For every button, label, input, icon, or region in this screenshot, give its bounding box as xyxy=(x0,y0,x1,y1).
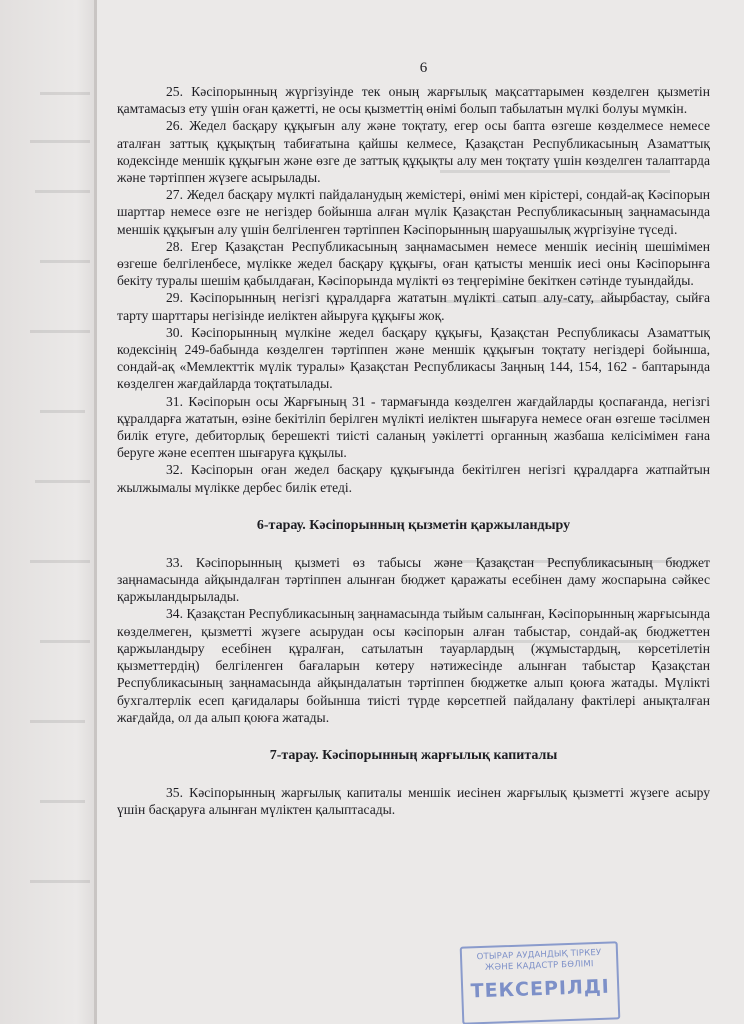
paragraph-group-6 xyxy=(117,554,710,726)
previous-page-edge xyxy=(0,0,96,1024)
stamp-line-1: ОТЫРАР АУДАНДЫҚ ТІРКЕУ xyxy=(476,947,602,963)
section-7-title: 7-тарау. Кәсіпорынның жарғылық капиталы xyxy=(269,747,558,763)
paragraph-34: 34. Қазақстан Республикасының заңнамасында тыйым салынған, Кәсіпорынның жарғысында көзделмеген, қызметті жүзеге асырудан осы кәсіпорын алған табыстар, сондай-ақ бюджеттен қаржыландыру есебінен құралған, сатылатын тауарлардың (жұмыстардың, көрсетілетін қызметтердің) белгіленген бағаларын көтеру нәтижесінде алынған табыстар Қазақстан Республикасының заңнамасында айқындалатын тәртіппен бюджетке алып қоюға жатады. Мүлікті бухгалтерлік есеп қағидалары бойынша тиісті түрде көрсетпей пайдалану фактілері анықталған жағдайда, ол да алып қоюға жатады. xyxy=(117,606,710,725)
page-fold xyxy=(94,0,97,1024)
paragraph-28: 28. Егер Қазақстан Республикасының заңнамасымен немесе меншік иесінің шешімімен өзгеше белгіленбесе, мүлікке жедел басқару құқығы, оған қатысты меншік иесі оны Кәсіпорынға бекіту туралы шешім қабылдаған, Кәсіпорында мүлікті өз теңгеріміне бекіткен сәтінде туындайды. xyxy=(117,238,710,289)
section-6-title: 6-тарау. Кәсіпорынның қызметін қаржыландыру xyxy=(256,517,571,533)
paragraph-30: 30. Кәсіпорынның мүлкіне жедел басқару құқығы, Қазақстан Республикасы Азаматтық кодексінің 249-бабында көзделген тәртіппен және меншік құқығын тоқтату негіздері бойынша, сондай-ақ «Мемлекттік мүлік туралы» Қазақстан Республикасы Заңның 144, 154, 162 - баптарында көзделген жағдайларда тоқтатылады. xyxy=(117,324,710,392)
stamp-line-2: ЖӘНЕ КАДАСТР БӨЛІМІ xyxy=(484,959,594,973)
paragraph-26: 26. Жедел басқару құқығын алу және тоқтату, егер осы бапта өзгеше көзделмесе немесе аталған заттық құқықтың табиғатына қайшы келмесе, Қазақстан Республикасының Азаматтық кодексінде меншік құқығын және өзге де заттық құқықты алу мен тоқтату үшін көзделген талаптарда және тәртіппен жүзеге асырылады. xyxy=(117,118,710,186)
paragraph-group-5 xyxy=(117,83,710,496)
paragraph-group-7 xyxy=(117,784,710,818)
paragraph-27: 27. Жедел басқару мүлкті пайдаланудың жемістері, өнімі мен кірістері, сондай-ақ Кәсіпорын шарттар немесе өзге не негіздер бойынша алған мүлік Қазақстан Республикасының заңнамасында меншік құқығын алу үшін белгіленген тәртіппен Кәсіпорынның шаруашылық жүргізуіне түседі. xyxy=(117,187,710,237)
paragraph-25: 25. Кәсіпорынның жүргізуінде тек оның жарғылық мақсаттарымен көзделген қызметін қамтамасыз ету үшін оған қажетті, не осы қызметтің өнімі болып табылатын мүлкі болуы мүмкін. xyxy=(117,84,710,117)
verification-stamp xyxy=(460,941,621,1024)
paragraph-32: 32. Кәсіпорын оған жедел басқару құқығында бекітілген негізгі құралдарға жатпайтын жылжымалы мүлікке дербес билік етеді. xyxy=(117,462,710,495)
paragraph-35: 35. Кәсіпорынның жарғылық капиталы меншік иесінен жарғылық қызметті жүзеге асыру үшін басқаруға алынған мүліктен қалыптасады. xyxy=(117,784,710,818)
paragraph-31: 31. Кәсіпорын осы Жарғының 31 - тармағында көзделген жағдайларды қоспағанда, негізгі құралдарға жататын, өзіне бекітіліп берілген мүлікті иеліктен шығаруға немесе оған өзгеше тәсілмен билік етуге, дебиторлық берешекті тиісті саланың уәкілетті органның жазбаша келісімімен ғана беруге және есептен шығаруға құқылы. xyxy=(117,393,710,461)
paragraph-29: 29. Кәсіпорынның негізгі құралдарға жататын мүлікті сатып алу-сату, айырбастау, сыйға тарту шарттары негізінде иеліктен айыруға құқығы жоқ. xyxy=(117,290,710,323)
page-number: 6 xyxy=(419,60,428,76)
document-body xyxy=(117,60,710,818)
stamp-main-text: ТЕКСЕРІЛДІ xyxy=(470,975,611,1003)
paragraph-33: 33. Кәсіпорынның қызметі өз табысы және Қазақстан Республикасының бюджет заңнамасында айқындалған тәртіппен алынған бюджет қаражаты есебінен даму жоспарына сәйкес қаржыландырылады. xyxy=(117,554,710,605)
